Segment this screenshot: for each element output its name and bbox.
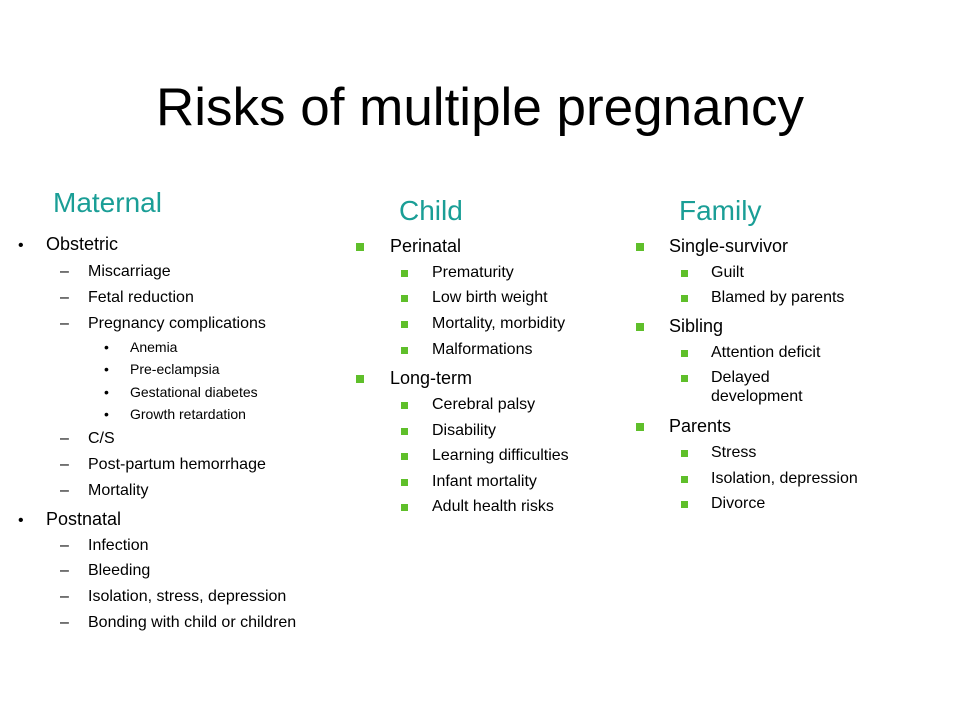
dash-icon: – xyxy=(60,562,69,579)
square-bullet-icon xyxy=(636,243,644,251)
square-bullet-icon xyxy=(681,375,688,382)
family-heading: Family xyxy=(679,195,762,226)
bullet-dot-icon: • xyxy=(104,384,109,400)
list-item-label: Stress xyxy=(711,444,757,461)
square-bullet-icon xyxy=(401,479,408,486)
sibling-label: Sibling xyxy=(669,316,724,336)
dash-icon: – xyxy=(60,456,69,473)
square-bullet-icon xyxy=(401,504,408,511)
square-bullet-icon xyxy=(681,450,688,457)
dash-icon: – xyxy=(60,289,69,306)
list-item-label: Pregnancy complications xyxy=(88,315,266,332)
list-item-label: Infant mortality xyxy=(432,473,537,490)
bullet-dot-icon: • xyxy=(104,406,109,422)
square-bullet-icon xyxy=(401,321,408,328)
dash-icon: – xyxy=(60,482,69,499)
list-item-label: Bonding with child or children xyxy=(88,614,297,631)
list-item-label: Prematurity xyxy=(432,264,514,281)
list-item-label: Malformations xyxy=(432,341,533,358)
square-bullet-icon xyxy=(681,350,688,357)
square-bullet-icon xyxy=(401,402,408,409)
list-item-label: Anemia xyxy=(130,339,178,355)
single-survivor-label: Single-survivor xyxy=(669,236,789,256)
list-item-label: Post-partum hemorrhage xyxy=(88,456,266,473)
list-item-label: Infection xyxy=(88,537,149,554)
list-item-label: Low birth weight xyxy=(432,289,548,306)
list-item-label: Guilt xyxy=(711,264,744,281)
square-bullet-icon xyxy=(636,323,644,331)
dash-icon: – xyxy=(60,588,69,605)
square-bullet-icon xyxy=(356,375,364,383)
list-item-label: Miscarriage xyxy=(88,263,171,280)
dash-icon: – xyxy=(60,430,69,447)
long-term-label: Long-term xyxy=(390,368,473,388)
square-bullet-icon xyxy=(681,270,688,277)
square-bullet-icon xyxy=(681,501,688,508)
bullet-dot-icon: • xyxy=(18,512,24,529)
list-item-label: Adult health risks xyxy=(432,498,554,515)
obstetric-label: Obstetric xyxy=(46,234,119,254)
square-bullet-icon xyxy=(401,270,408,277)
bullet-dot-icon: • xyxy=(104,339,109,355)
square-bullet-icon xyxy=(356,243,364,251)
dash-icon: – xyxy=(60,315,69,332)
list-item-label: Disability xyxy=(432,422,497,439)
list-item-label: Attention deficit xyxy=(711,344,821,361)
child-heading: Child xyxy=(399,195,463,226)
square-bullet-icon xyxy=(401,295,408,302)
square-bullet-icon xyxy=(681,295,688,302)
maternal-heading: Maternal xyxy=(53,187,162,218)
list-item-label: Divorce xyxy=(711,495,766,512)
square-bullet-icon xyxy=(636,423,644,431)
list-item-label: Growth retardation xyxy=(130,406,246,422)
perinatal-label: Perinatal xyxy=(390,236,462,256)
list-item-label: Mortality, morbidity xyxy=(432,315,566,332)
list-item-label: Bleeding xyxy=(88,562,151,579)
bullet-dot-icon: • xyxy=(104,361,109,377)
dash-icon: – xyxy=(60,263,69,280)
bullet-dot-icon: • xyxy=(18,237,24,254)
list-item-label: Delayed development xyxy=(711,369,803,405)
postnatal-label: Postnatal xyxy=(46,509,122,529)
list-item-label: Mortality xyxy=(88,482,149,499)
parents-label: Parents xyxy=(669,416,732,436)
list-item-label: Blamed by parents xyxy=(711,289,845,306)
list-item-label: Gestational diabetes xyxy=(130,384,258,400)
square-bullet-icon xyxy=(401,347,408,354)
square-bullet-icon xyxy=(401,453,408,460)
dash-icon: – xyxy=(60,537,69,554)
list-item-label: Pre-eclampsia xyxy=(130,361,220,377)
square-bullet-icon xyxy=(401,428,408,435)
slide-title: Risks of multiple pregnancy xyxy=(155,78,805,137)
list-item-label: Cerebral palsy xyxy=(432,396,536,413)
square-bullet-icon xyxy=(681,476,688,483)
list-item-label: Isolation, depression xyxy=(711,470,858,487)
list-item-label: Learning difficulties xyxy=(432,447,569,464)
list-item-label: Isolation, stress, depression xyxy=(88,588,287,605)
list-item-label: Fetal reduction xyxy=(88,289,194,306)
list-item-label: C/S xyxy=(88,430,115,447)
dash-icon: – xyxy=(60,614,69,631)
